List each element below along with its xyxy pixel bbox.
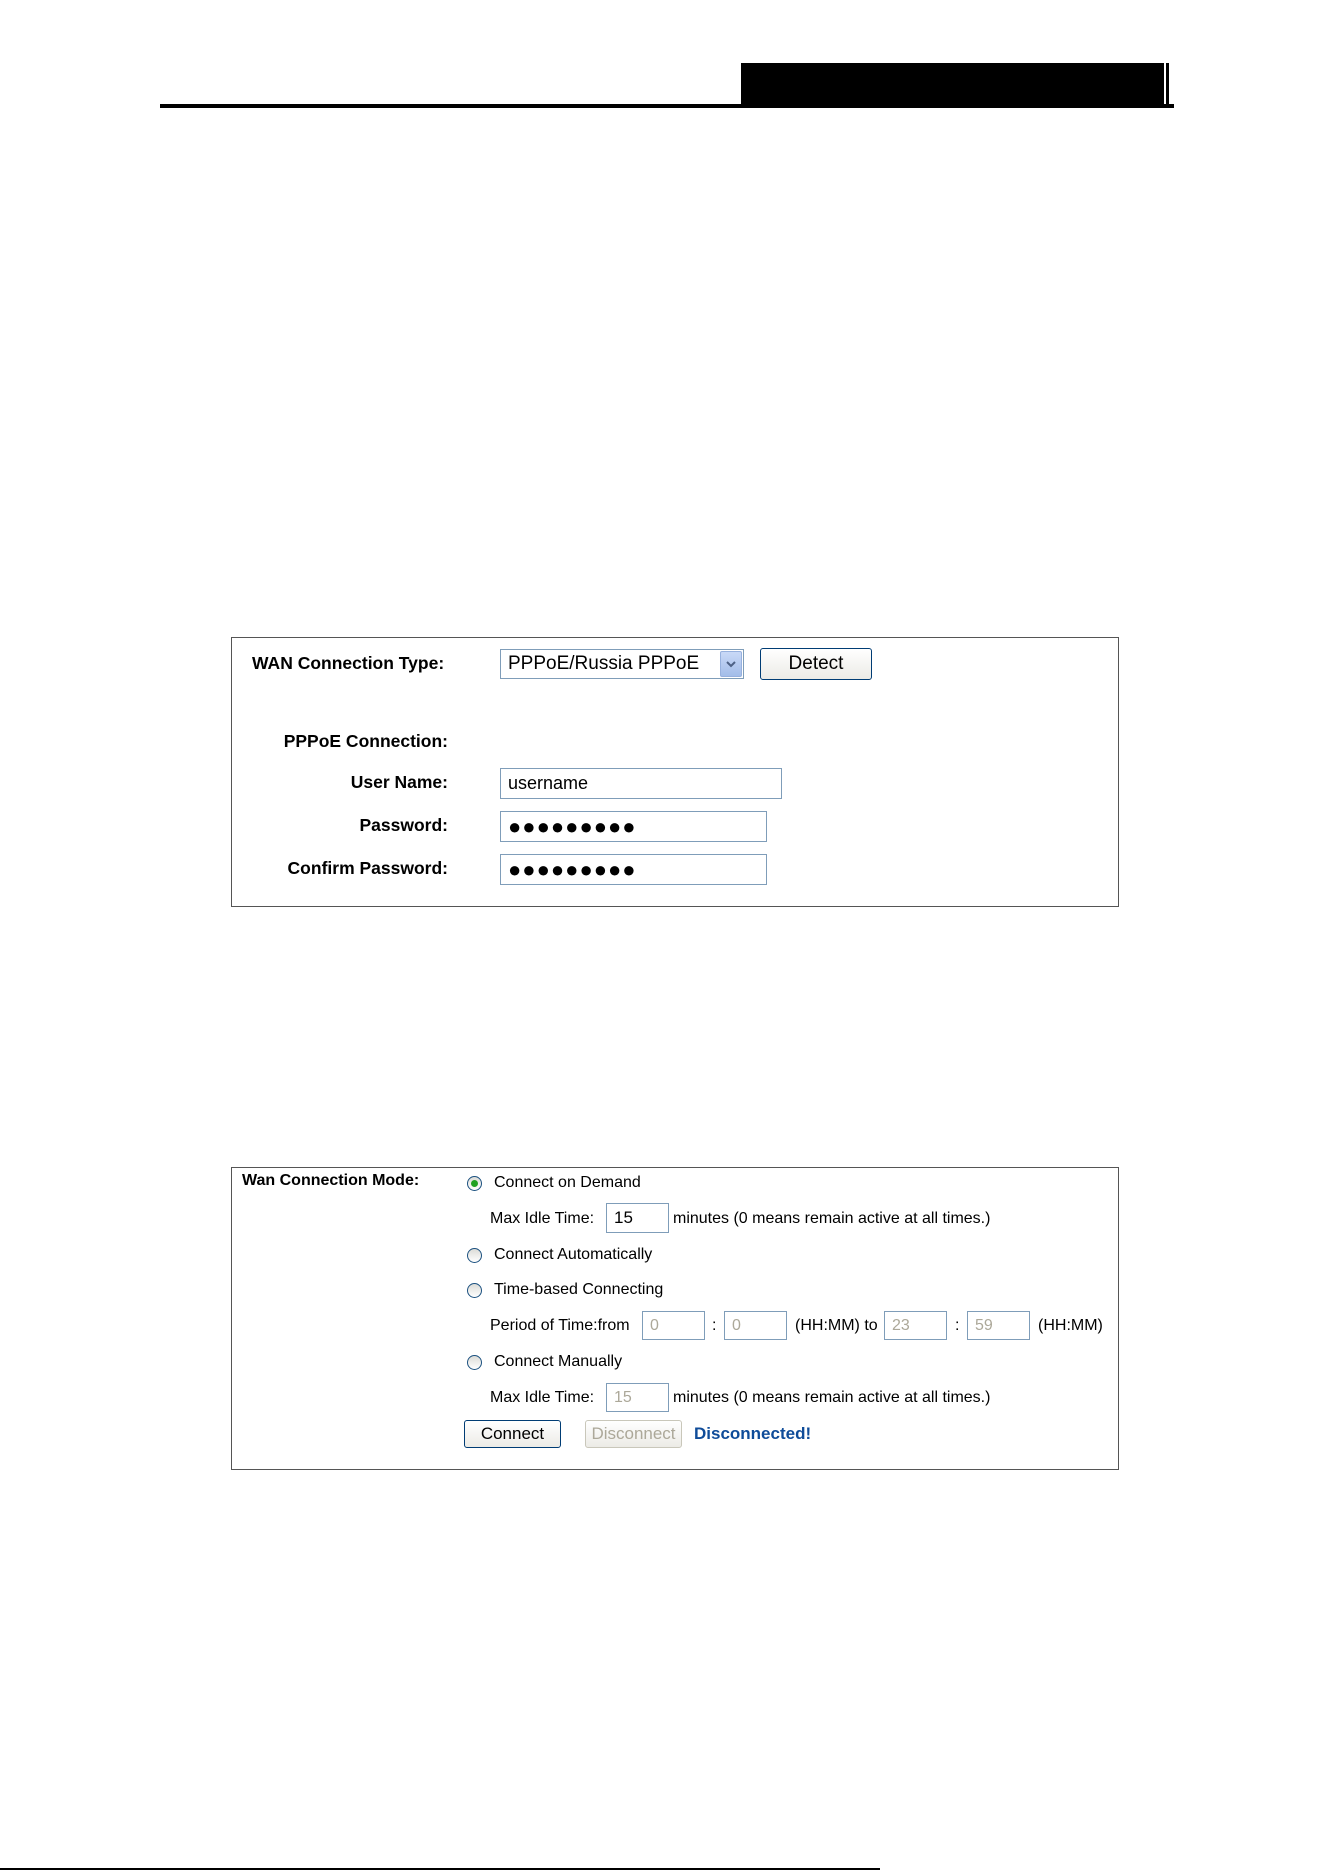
wan-connection-mode-panel bbox=[231, 1167, 1119, 1470]
connect-button[interactable]: Connect bbox=[464, 1420, 561, 1448]
wan-connection-type-value: PPPoE/Russia PPPoE bbox=[508, 653, 700, 674]
period-of-time-label: Period of Time:from bbox=[490, 1317, 630, 1334]
pppoe-connection-heading: PPPoE Connection: bbox=[283, 731, 448, 751]
manual-max-idle-label: Max Idle Time: bbox=[490, 1389, 595, 1406]
from-minute-input[interactable] bbox=[724, 1311, 787, 1340]
confirm-password-field[interactable]: ●●●●●●●●● bbox=[500, 854, 767, 885]
to-minute-input[interactable] bbox=[967, 1311, 1030, 1340]
header-rule bbox=[160, 104, 1174, 108]
detect-button[interactable]: Detect bbox=[760, 648, 872, 680]
connect-on-demand-label: Connect on Demand bbox=[494, 1174, 641, 1191]
header-bar bbox=[741, 63, 1166, 106]
wan-connection-mode-label: Wan Connection Mode: bbox=[242, 1172, 420, 1189]
from-hour-input[interactable] bbox=[642, 1311, 705, 1340]
username-label: User Name: bbox=[350, 772, 448, 792]
from-colon: : bbox=[712, 1317, 717, 1334]
max-idle-time-label: Max Idle Time: bbox=[490, 1210, 595, 1227]
password-field[interactable]: ●●●●●●●●● bbox=[500, 811, 767, 842]
wan-connection-type-panel bbox=[231, 637, 1119, 907]
connect-manually-radio[interactable] bbox=[467, 1355, 482, 1370]
confirm-password-label: Confirm Password: bbox=[287, 858, 448, 878]
manual-idle-input[interactable] bbox=[606, 1383, 669, 1412]
manual-minutes-note: minutes (0 means remain active at all times.) bbox=[673, 1389, 991, 1406]
time-based-label: Time-based Connecting bbox=[494, 1281, 664, 1298]
connect-automatically-radio[interactable] bbox=[467, 1248, 482, 1263]
connection-status: Disconnected! bbox=[694, 1424, 812, 1443]
on-demand-minutes-note: minutes (0 means remain active at all times.) bbox=[673, 1210, 991, 1227]
footer-rule bbox=[0, 1868, 880, 1870]
wan-connection-type-select[interactable] bbox=[500, 649, 744, 679]
connect-automatically-label: Connect Automatically bbox=[494, 1246, 653, 1263]
connect-on-demand-radio[interactable] bbox=[467, 1176, 482, 1191]
wan-connection-type-label: WAN Connection Type: bbox=[252, 653, 445, 673]
to-colon: : bbox=[955, 1317, 960, 1334]
hhmm-to-label: (HH:MM) to bbox=[795, 1317, 878, 1334]
username-input[interactable] bbox=[500, 768, 782, 799]
connect-manually-label: Connect Manually bbox=[494, 1353, 623, 1370]
disconnect-button[interactable]: Disconnect bbox=[585, 1420, 682, 1448]
time-based-radio[interactable] bbox=[467, 1283, 482, 1298]
password-label: Password: bbox=[359, 815, 448, 835]
to-hour-input[interactable] bbox=[884, 1311, 947, 1340]
chevron-down-icon[interactable] bbox=[720, 651, 742, 677]
hhmm-label: (HH:MM) bbox=[1038, 1317, 1103, 1334]
header-mark bbox=[1164, 63, 1169, 106]
on-demand-idle-input[interactable] bbox=[606, 1203, 669, 1233]
